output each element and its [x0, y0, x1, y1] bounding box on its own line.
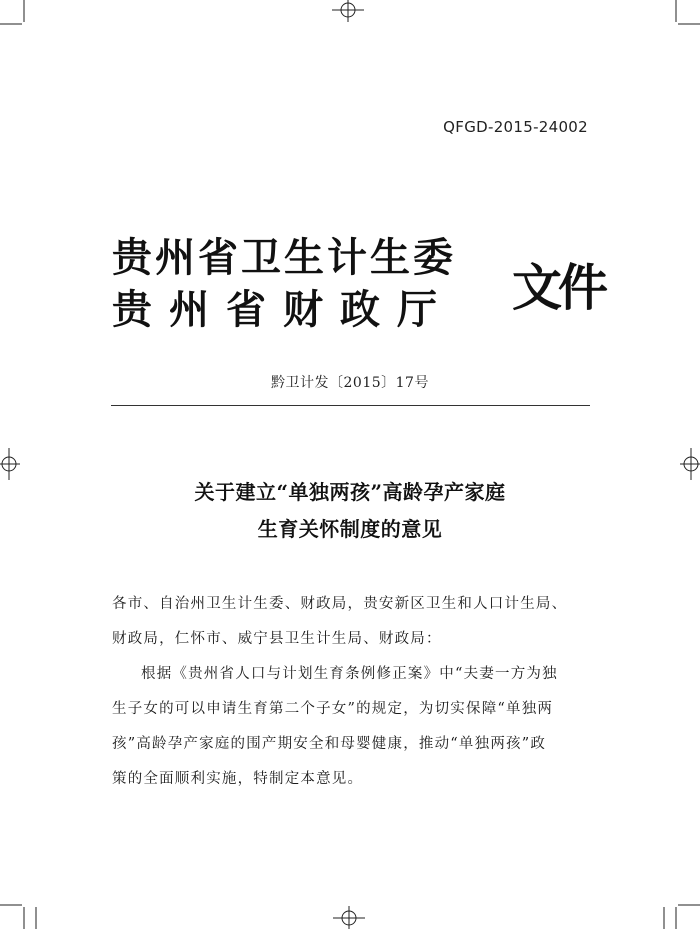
header-divider [111, 405, 590, 406]
paragraph-line-3: 孩”高龄孕产家庭的围产期安全和母婴健康，推动“单独两孩”政 [112, 736, 547, 752]
paragraph-line-2: 生子女的可以申请生育第二个子女”的规定，为切实保障“单独两 [112, 701, 554, 717]
issuer-line-health-commission: 贵州省卫生计生委 [112, 234, 456, 281]
issuer-line-finance-department: 贵州省财政厅 [112, 286, 454, 333]
issuer-header [112, 226, 604, 336]
document-type-label: 文件 [512, 259, 604, 317]
issue-number: 黔卫计发〔2015〕17号 [271, 375, 429, 391]
paragraph-line-1: 根据《贵州省人口与计划生育条例修正案》中“夫妻一方为独 [141, 666, 558, 682]
document-title-line-2: 生育关怀制度的意见 [257, 517, 443, 541]
document-title-line-1: 关于建立“单独两孩”高龄孕产家庭 [194, 480, 506, 504]
document-code: QFGD-2015-24002 [443, 118, 588, 136]
paragraph-line-4: 策的全面顺利实施，特制定本意见。 [112, 771, 364, 787]
addressee-line-1: 各市、自治州卫生计生委、财政局，贵安新区卫生和人口计生局、 [112, 596, 568, 612]
addressee-line-2: 财政局，仁怀市、威宁县卫生计生局、财政局： [112, 631, 442, 647]
